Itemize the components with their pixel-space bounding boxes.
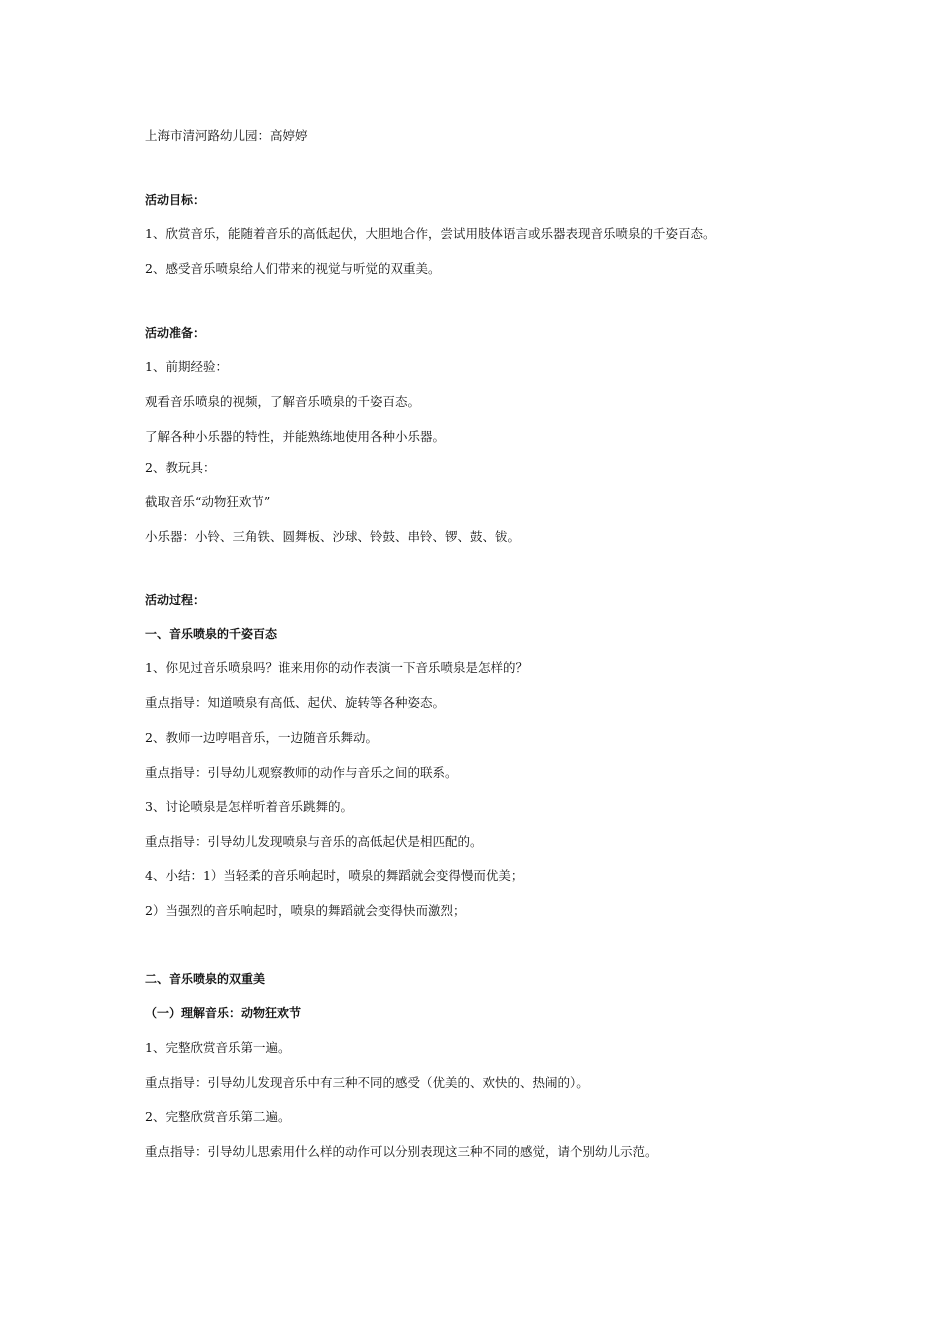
experience-item: 观看音乐喷泉的视频，了解音乐喷泉的千姿百态。 — [145, 394, 421, 409]
process-line: 重点指导：引导幼儿观察教师的动作与音乐之间的联系。 — [145, 765, 458, 780]
goal-item: 2、感受音乐喷泉给人们带来的视觉与听觉的双重美。 — [145, 261, 441, 276]
author-line: 上海市清河路幼儿园：高婷婷 — [145, 128, 308, 143]
process-line: 重点指导：知道喷泉有高低、起伏、旋转等各种姿态。 — [145, 695, 446, 710]
materials-item: 截取音乐“动物狂欢节” — [145, 494, 271, 509]
process-line: 1、完整欣赏音乐第一遍。 — [145, 1040, 291, 1055]
process-line: 重点指导：引导幼儿发现喷泉与音乐的高低起伏是相匹配的。 — [145, 834, 483, 849]
process-line: 2、完整欣赏音乐第二遍。 — [145, 1109, 291, 1124]
materials-item: 小乐器：小铃、三角铁、圆舞板、沙球、铃鼓、串铃、锣、鼓、钹。 — [145, 529, 521, 544]
goal-item: 1、欣赏音乐，能随着音乐的高低起伏，大胆地合作，尝试用肢体语言或乐器表现音乐喷泉的千姿百态。 — [145, 226, 716, 241]
process-line: 4、小结：1）当轻柔的音乐响起时，喷泉的舞蹈就会变得慢而优美； — [145, 868, 524, 883]
process-line: 2）当强烈的音乐响起时，喷泉的舞蹈就会变得快而激烈； — [145, 903, 466, 918]
process-line: 1、你见过音乐喷泉吗？谁来用你的动作表演一下音乐喷泉是怎样的？ — [145, 660, 528, 675]
materials-title: 2、教玩具： — [145, 460, 216, 475]
experience-item: 了解各种小乐器的特性，并能熟练地使用各种小乐器。 — [145, 429, 446, 444]
preparation-heading: 活动准备： — [145, 326, 206, 340]
process-heading: 活动过程： — [145, 593, 206, 607]
process-line: 3、讨论喷泉是怎样听着音乐跳舞的。 — [145, 799, 353, 814]
part2-subtitle: （一）理解音乐：动物狂欢节 — [145, 1006, 302, 1020]
part2-title: 二、音乐喷泉的双重美 — [145, 972, 266, 986]
process-line: 2、教师一边哼唱音乐，一边随音乐舞动。 — [145, 730, 378, 745]
process-line: 重点指导：引导幼儿发现音乐中有三种不同的感受（优美的、欢快的、热闹的）。 — [145, 1075, 589, 1090]
process-line: 重点指导：引导幼儿思索用什么样的动作可以分别表现这三种不同的感觉，请个别幼儿示范。 — [145, 1144, 658, 1159]
goals-heading: 活动目标： — [145, 193, 206, 207]
part1-title: 一、音乐喷泉的千姿百态 — [145, 627, 278, 641]
experience-title: 1、前期经验： — [145, 359, 228, 374]
